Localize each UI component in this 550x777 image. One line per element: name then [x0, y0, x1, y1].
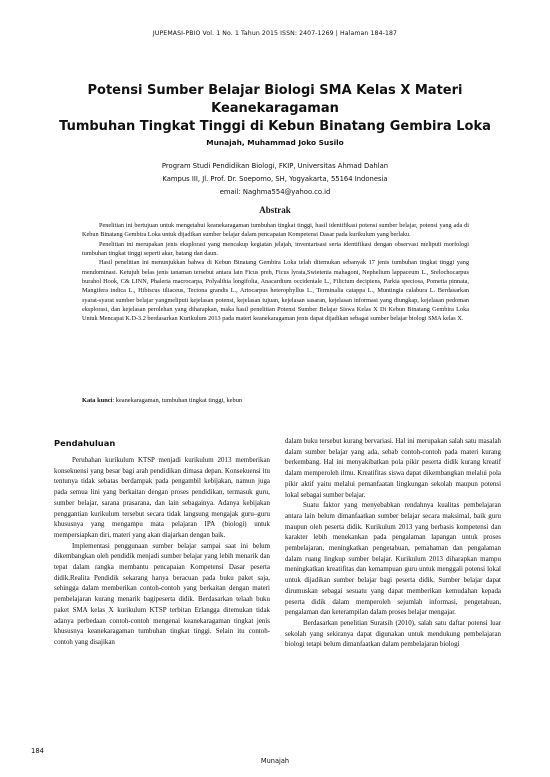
authors: Munajah, Muhammad Joko Susilo	[206, 138, 344, 147]
abstract-paragraph: Penelitian ini merupakan jenis eksplorasi yang mencakup kegiatan jelajah, inventarisasi serta identifikasi dengan observasi meliputi morfologi tumbuhan tingkat tinggi seperti akar, batang dan daun.	[82, 240, 469, 258]
keywords	[82, 397, 472, 404]
body-paragraph: Perubahan kurikulum KTSP menjadi kurikulum 2013 memberikan konsekuensi yang besar bagi arah pendidikan dimasa depan. Konsekuensi itu tentunya tidak sebatas berdampak pada pengambil kebijakan, namun juga pada semua lini yang berkaitan dengan proses pendidikan, termasuk guru, sumber belajar, sarana prasarana, dan lain sebagainya. Adanya kebijakan penggantian kurikulum tersebut secara tidak langsung mengajak guru–guru khususnya yang mengampu mata pelajaran IPA (biologi) untuk mempersiapkan diri, materi yang akan diajarkan dengan baik.	[54, 456, 270, 539]
journal-header: JUPEMASI-PBIO Vol. 1 No. 1 Tahun 2015 ISSN: 2407-1269 | Halaman 184-187	[152, 30, 398, 37]
body-paragraph: Implementasi penggunaan sumber belajar sampai saat ini belum dikembangkan oleh pendidik menjadi sumber belajar yang lebih menarik dan tepat dalam rangka membantu pencapaian Kompetensi Dasar peserta didik.Realita Pendidik sekarang hanya beracuan pada buku paket saja, sehingga dalam memberikan contoh-contoh yang berkaitan dengan materi pembelajaran kurang menarik bagipeserta didik. Berdasarkan telaah buku paket SMA kelas X kurikulum KTSP terbitan Erlangga ditemukan tidak adanya perbedaan contoh-contoh mengenai keanekaragaman tingkat jenis khususnya keanekaragaman tumbuhan tingkat tinggi. Selain itu contoh-contoh yang disajikan	[54, 541, 270, 646]
title-line-2: Tumbuhan Tingkat Tinggi di Kebun Binatang Gembira Loka	[59, 119, 491, 134]
body-paragraph: Berdasarkan penelitian Suratsih (2010), salah satu daftar potensi luar sekolah yang sekiranya dapat digunakan untuk mendukung pembelajaran biologi tetapi belum dimanfaatkan dalam pembelajaran biologi	[285, 618, 501, 649]
affiliation-line-2: Kampus III, Jl. Prof. Dr. Soepomo, SH, Yogyakarta, 55164 Indonesia	[162, 175, 388, 183]
left-column	[54, 455, 270, 648]
abstract-heading: Abstrak	[259, 205, 291, 215]
title-line-1: Potensi Sumber Belajar Biologi SMA Kelas X Materi Keanekaragaman	[87, 83, 463, 116]
page-number: 184	[31, 747, 44, 755]
right-column	[285, 436, 501, 650]
abstract-paragraph: Penelitian ini bertujuan untuk mengetahui keanekaragaman tumbuhan tingkat tinggi, hasil identifikasi potensi sumber belajar, potensi yang ada di Kebun Binatang Gembira Loka untuk dijadikan sumber belajar dalam pencapaian Kompetensi Dasar pada kurikulum yang berlaku.	[82, 222, 469, 239]
affiliation	[0, 160, 550, 199]
keywords-text: : keanekaragaman, tumbuhan tingkat tinggi, kebun	[112, 397, 243, 404]
abstract-body	[82, 221, 469, 324]
body-paragraph: Suatu faktor yang menyebabkan rendahnya kualitas pembelajaran antara lain belum dimanfaatkan sumber belajar secara maksimal, baik guru maupun oleh peserta didik. Kurikulum 2013 yang berbasis kompetensi dan karakter lebih menekankan pada pengalaman lapangan untuk proses pembelajaran, meningkatkan pengetahuan, pemahaman dan pengalaman dalam ruang lingkup sumber belajar. Kurikulum 2013 diharapkan mampu meningkatkan kreatifitas dan kemampuan guru untuk menggali potensi lokal untuk dijadikan sumber belajar bagi peserta didik. Sumber belajar dapat dirumuskan sebagai sesuatu yang dapat memberikan kemudahan kepada peserta didik dalam memperoleh sejumlah informasi, pengetahuan, pengalaman dan keterampilan dalam proses belajar mengajar.	[285, 501, 501, 617]
section-heading: Pendahuluan	[54, 438, 116, 448]
keywords-label: Kata kunci	[82, 397, 113, 404]
affiliation-line-1: Program Studi Pendidikan Biologi, FKIP, Universitas Ahmad Dahlan	[161, 162, 389, 170]
footer-author: Munajah	[260, 757, 290, 765]
paper-title	[40, 82, 510, 136]
body-paragraph: dalam buku tersebut kurang bervariasi. Hal ini merupakan salah satu masalah dalam sumber belajar yang ada, sebab contoh-contoh pada materi kurang berkembang. Hal ini menyakibatkan pola pikir peserta didik kurang kreatif dalam memperoleh ilmu. Kreatifitas siswa dapat dikembangkan melalui pola pikir aktif yaitu melalui pemanfaatan lingkungan sekolah maupun potensi lokal sebagai sumber belajar.	[285, 437, 501, 499]
abstract-paragraph: Hasil penelitian ini menunjukkan bahwa di Kebun Binatang Gembira Loka telah ditemukan sebanyak 17 jenis tumbuhan tingkat tinggi yang mendominasi. Ketujuh belas jenis tanaman tersebut antara lain Ficus preh, Ficus lyrata,Swietenia mahagoni, Nephelium lappaceum L., Srelochocarpus burahol Hook, C& LINN, Phaleria macrocarpa, Polyalthia longifolia, Anacardium occidentale L., Filicium decipiens, Parkia speciosa, Pometia pinnata, Mangifera indica L., Hibiscus tiliaceus, Tectona grandis L., Artocarpus heterophyllus L., Terminalia catappa L., Muntingia calabura L. Berdasarkan syarat-syarat sumber belajar yangmeliputi kejelasan potensi, kejelasan tujuan, kejelasan sasaran, kejelasan informasi yang diungkap, kejelasan pedoman eksplorasi, dan kejelasan perolehan yang diharapkan, maka hasil penelitian Potensi Sumber Belajar Siswa Kelas X Di Kebun Binatang Gembira Loka Untuk Mencapai K.D-3.2 berdasarkan Kurikulum 2013 pada materi keanekaragaman jenis dapat dijadikan sebagai sumber belajar biologi SMA kelas X.	[82, 259, 469, 323]
affiliation-email: email: Naghma554@yahoo.co.id	[219, 188, 331, 196]
